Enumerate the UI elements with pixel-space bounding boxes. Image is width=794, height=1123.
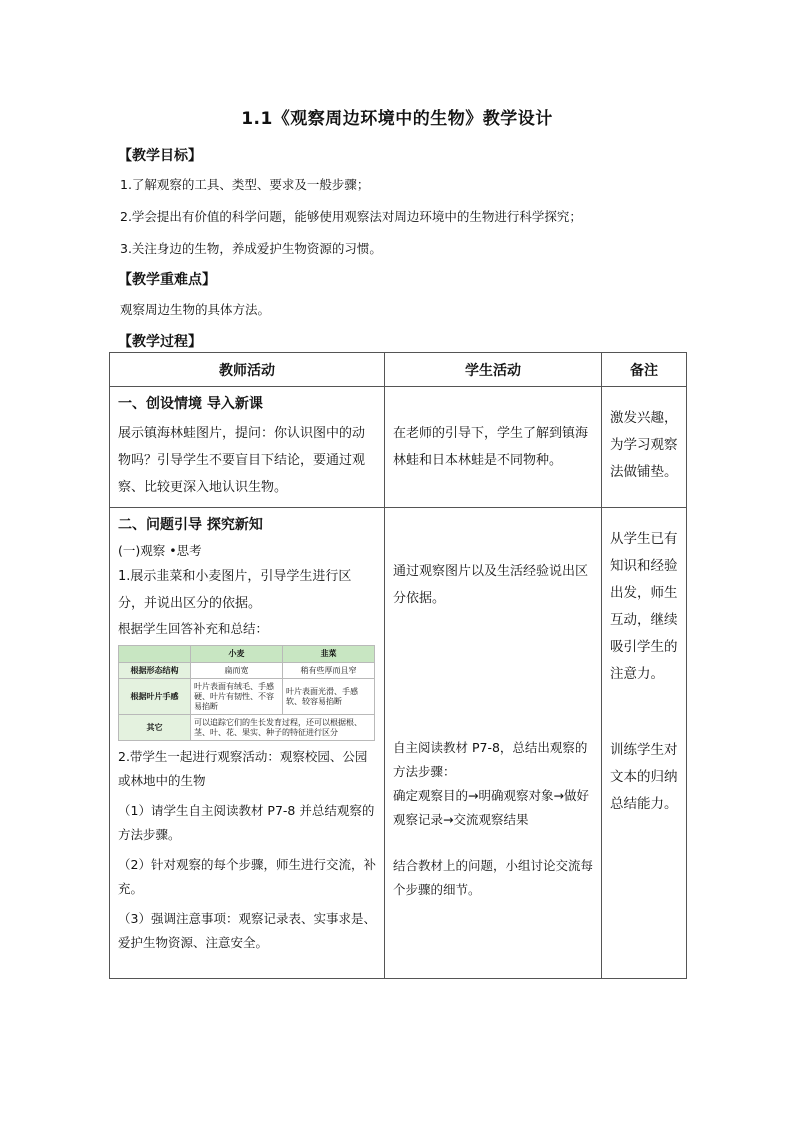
comparison-cell: 叶片表面有绒毛、手感硬、叶片有韧性、不容易掐断: [191, 679, 283, 715]
table-row: [110, 508, 687, 979]
row1-teacher-cell: [110, 387, 385, 508]
row2-note2: 训练学生对文本的归纳总结能力。: [610, 741, 678, 812]
row2-student3: 确定观察目的→明确观察对象→做好观察记录→交流观察结果: [393, 788, 589, 827]
row2-student2: 自主阅读教材 P7-8，总结出观察的方法步骤：: [393, 740, 588, 779]
row2-teacher-cell: [110, 508, 385, 979]
row2-sub3: （3）强调注意事项：观察记录表、实事求是、爱护生物资源、注意安全。: [118, 911, 376, 950]
row1-note-text: 激发兴趣，为学习观察法做铺垫。: [610, 409, 678, 480]
goal-item-2: 2.学会提出有价值的科学问题，能够使用观察法对周边环境中的生物进行科学探究；: [120, 209, 582, 224]
row1-student-text: 在老师的引导下，学生了解到镇海林蛙和日本林蛙是不同物种。: [393, 426, 589, 468]
row2-student4: 结合教材上的问题，小组讨论交流每个步骤的细节。: [393, 858, 594, 897]
row1-note-cell: [602, 387, 687, 508]
comparison-header-leek: 韭菜: [283, 646, 375, 663]
comparison-label: 其它: [119, 715, 191, 741]
row2-section-title: 二、问题引导 探究新知: [118, 517, 263, 533]
header-teacher: 教师活动: [110, 353, 385, 387]
comparison-header-blank: [119, 646, 191, 663]
row2-sub-title: (一)观察 •思考: [118, 543, 202, 558]
process-table: [109, 352, 687, 979]
goals-heading: 【教学目标】: [118, 148, 202, 164]
process-table-header: [110, 353, 687, 387]
comparison-label: 根据形态结构: [119, 663, 191, 679]
header-student: 学生活动: [385, 353, 602, 387]
goal-item-3: 3.关注身边的生物，养成爱护生物资源的习惯。: [120, 241, 382, 256]
key-points-heading: 【教学重难点】: [118, 272, 216, 288]
comparison-label: 根据叶片手感: [119, 679, 191, 715]
row2-summary-intro: 根据学生回答补充和总结：: [118, 621, 269, 636]
row1-student-cell: [385, 387, 602, 508]
row2-student1: 通过观察图片以及生活经验说出区分依据。: [393, 564, 589, 606]
key-points-text: 观察周边生物的具体方法。: [120, 302, 271, 317]
comparison-cell: 扁而宽: [191, 663, 283, 679]
comparison-header-wheat: 小麦: [191, 646, 283, 663]
table-row: [110, 387, 687, 508]
row2-sub2: （2）针对观察的每个步骤，师生进行交流，补充。: [118, 857, 376, 896]
row1-teacher-text: 展示镇海林蛙图片，提问：你认识图中的动物吗？引导学生不要盲目下结论，要通过观察、比较更深入地认识生物。: [118, 426, 366, 495]
row2-note-cell: [602, 508, 687, 979]
goal-item-1: 1.了解观察的工具、类型、要求及一般步骤；: [120, 177, 370, 192]
header-note: 备注: [602, 353, 687, 387]
row2-sub1: （1）请学生自主阅读教材 P7-8 并总结观察的方法步骤。: [118, 803, 375, 842]
process-heading: 【教学过程】: [118, 334, 202, 350]
row1-section-title: 一、创设情境 导入新课: [118, 396, 263, 412]
row2-step1: 1.展示韭菜和小麦图片，引导学生进行区分，并说出区分的依据。: [118, 569, 352, 611]
comparison-cell: 可以追踪它们的生长发育过程，还可以根据根、茎、叶、花、果实、种子的特征进行区分: [191, 715, 375, 741]
comparison-cell: 叶片表面光滑、手感软、较容易掐断: [283, 679, 375, 715]
comparison-table: [118, 645, 375, 741]
document-title: 1.1《观察周边环境中的生物》教学设计: [241, 109, 553, 129]
row2-student-cell: [385, 508, 602, 979]
comparison-cell: 稍有些厚而且窄: [283, 663, 375, 679]
row2-note1: 从学生已有知识和经验出发，师生互动，继续吸引学生的注意力。: [610, 530, 678, 682]
row2-step2: 2.带学生一起进行观察活动：观察校园、公园或林地中的生物: [118, 749, 368, 788]
